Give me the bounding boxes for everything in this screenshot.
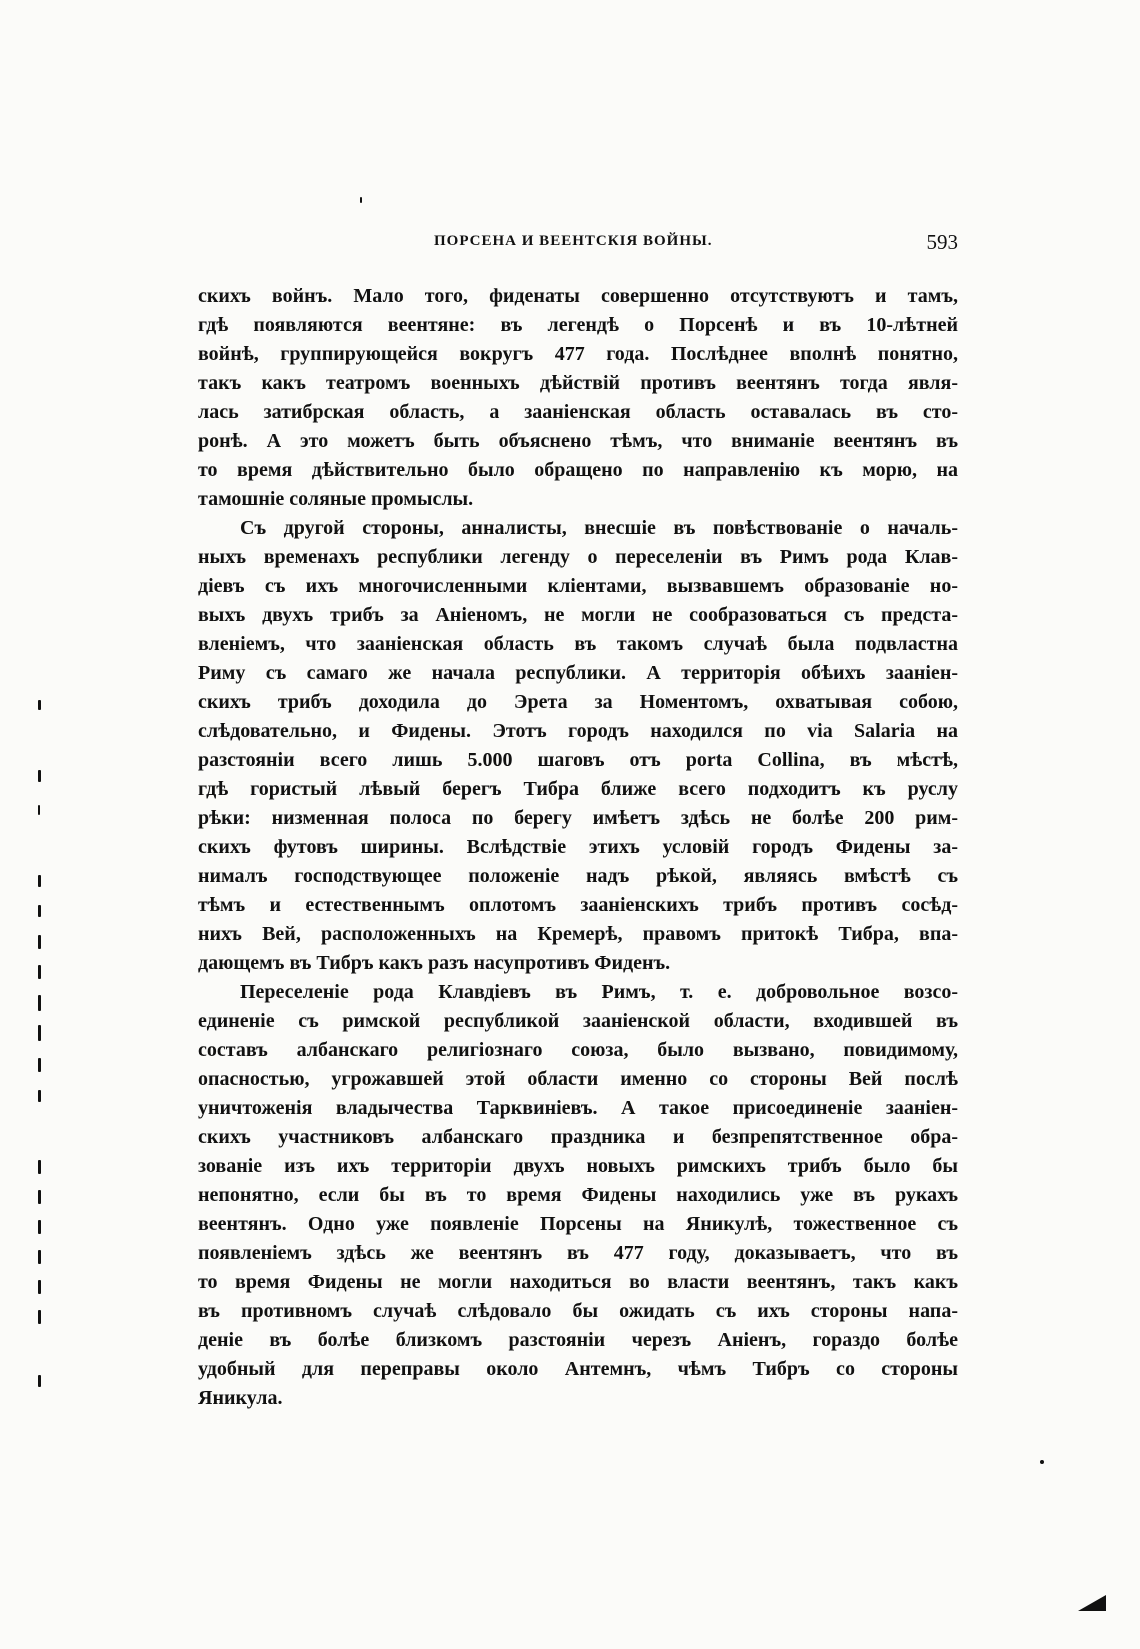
text-line: скихъ войнъ. Мало того, фиденаты совершенно отсутствуютъ и тамъ,	[198, 285, 958, 307]
text-line: скихъ трибъ доходила до Эрета за Номентомъ, охватывая собою,	[198, 691, 958, 713]
text-line: разстояніи всего лишь 5.000 шаговъ отъ porta Collina, въ мѣстѣ,	[198, 749, 958, 771]
text-line: выхъ двухъ трибъ за Аніеномъ, не могли не сообразоваться съ предста-	[198, 604, 958, 626]
text-line: непонятно, если бы въ то время Фидены находились уже въ рукахъ	[198, 1184, 958, 1206]
scan-speck	[38, 1250, 41, 1264]
scan-speck	[360, 197, 362, 203]
text-line: ныхъ временахъ республики легенду о переселеніи въ Римъ рода Клав-	[198, 546, 958, 568]
scan-speck	[38, 965, 41, 979]
scan-speck	[38, 1058, 41, 1072]
text-line: опасностью, угрожавшей этой области именно со стороны Вей послѣ	[198, 1068, 958, 1090]
scan-speck	[38, 1280, 41, 1294]
scan-speck	[1040, 1460, 1044, 1464]
page-number: 593	[926, 230, 958, 254]
text-line: гдѣ гористый лѣвый берегъ Тибра ближе всего подходитъ къ руслу	[198, 778, 958, 800]
scan-speck	[38, 1375, 41, 1387]
text-line: Яникула.	[198, 1387, 283, 1409]
text-line: деніе въ болѣе близкомъ разстояніи черезъ Аніенъ, гораздо болѣе	[198, 1329, 958, 1351]
text-line: въ противномъ случаѣ слѣдовало бы ожидать съ ихъ стороны напа-	[198, 1300, 958, 1322]
scan-speck	[38, 1220, 41, 1234]
running-head: ПОРСЕНА И ВЕЕНТСКІЯ ВОЙНЫ.	[434, 233, 713, 249]
scan-speck	[38, 1160, 41, 1174]
body-text	[198, 282, 958, 1413]
text-line: войнѣ, группирующейся вокругъ 477 года. Послѣднее вполнѣ понятно,	[198, 343, 958, 365]
scan-speck	[38, 875, 41, 887]
text-line: тамошніе соляные промыслы.	[198, 488, 474, 510]
text-line: единеніе съ римской республикой зааніенской области, входившей въ	[198, 1010, 958, 1032]
text-line: веентянъ. Одно уже появленіе Порсены на Яникулѣ, тожественное съ	[198, 1213, 958, 1235]
text-line: то время Фидены не могли находиться во власти веентянъ, такъ какъ	[198, 1271, 958, 1293]
text-line: то время дѣйствительно было обращено по направленію къ морю, на	[198, 459, 958, 481]
scan-speck	[38, 1310, 41, 1324]
text-line: нималъ господствующее положеніе надъ рѣкой, являясь вмѣстѣ съ	[198, 865, 958, 887]
text-line: вленіемъ, что зааніенская область въ такомъ случаѣ была подвластна	[198, 633, 958, 655]
text-line: гдѣ появляются веентяне: въ легендѣ о Порсенѣ и въ 10-лѣтней	[198, 314, 958, 336]
scan-speck	[38, 1190, 41, 1204]
text-line: діевъ съ ихъ многочисленными кліентами, вызвавшемъ образованіе но-	[198, 575, 958, 597]
text-line: Риму съ самаго же начала республики. А территорія обѣихъ зааніен-	[198, 662, 958, 684]
text-line: удобный для переправы около Антемнъ, чѣмъ Тибръ со стороны	[198, 1358, 958, 1380]
scan-speck	[38, 1090, 41, 1102]
text-line: лась затибрская область, а зааніенская область оставалась въ сто-	[198, 401, 958, 423]
text-line: ронѣ. А это можетъ быть объяснено тѣмъ, что вниманіе веентянъ въ	[198, 430, 958, 452]
text-line: скихъ футовъ ширины. Вслѣдствіе этихъ условій городъ Фидены за-	[198, 836, 958, 858]
text-line: появленіемъ здѣсь же веентянъ въ 477 году, доказываетъ, что въ	[198, 1242, 958, 1264]
text-line: Переселеніе рода Клавдіевъ въ Римъ, т. е. добровольное возсо-	[240, 981, 958, 1003]
text-line: рѣки: низменная полоса по берегу имѣетъ здѣсь не болѣе 200 рим-	[198, 807, 958, 829]
text-line: слѣдовательно, и Фидены. Этотъ городъ находился по via Salaria на	[198, 720, 958, 742]
text-line: уничтоженія владычества Тарквиніевъ. А такое присоединеніе зааніен-	[198, 1097, 958, 1119]
page-corner-mark	[1078, 1595, 1106, 1611]
text-line: дающемъ въ Тибръ какъ разъ насупротивъ Фиденъ.	[198, 952, 671, 974]
text-line: тѣмъ и естественнымъ оплотомъ зааніенскихъ трибъ противъ сосѣд-	[198, 894, 958, 916]
page-header	[198, 230, 958, 260]
text-line: Съ другой стороны, анналисты, внесшіе въ повѣствованіе о началь-	[240, 517, 958, 539]
scan-speck	[38, 905, 41, 917]
scan-speck	[38, 935, 41, 949]
scan-speck	[38, 700, 41, 710]
scan-speck	[38, 770, 41, 782]
scan-speck	[38, 995, 41, 1011]
text-line: такъ какъ театромъ военныхъ дѣйствій противъ веентянъ тогда явля-	[198, 372, 958, 394]
scan-speck	[38, 805, 40, 815]
text-line: составъ албанскаго религіознаго союза, было вызвано, повидимому,	[198, 1039, 958, 1061]
text-line: нихъ Вей, расположенныхъ на Кремерѣ, правомъ притокѣ Тибра, впа-	[198, 923, 958, 945]
text-line: скихъ участниковъ албанскаго праздника и безпрепятственное обра-	[198, 1126, 958, 1148]
scan-speck	[38, 1025, 41, 1041]
text-line: зованіе изъ ихъ территоріи двухъ новыхъ римскихъ трибъ было бы	[198, 1155, 958, 1177]
